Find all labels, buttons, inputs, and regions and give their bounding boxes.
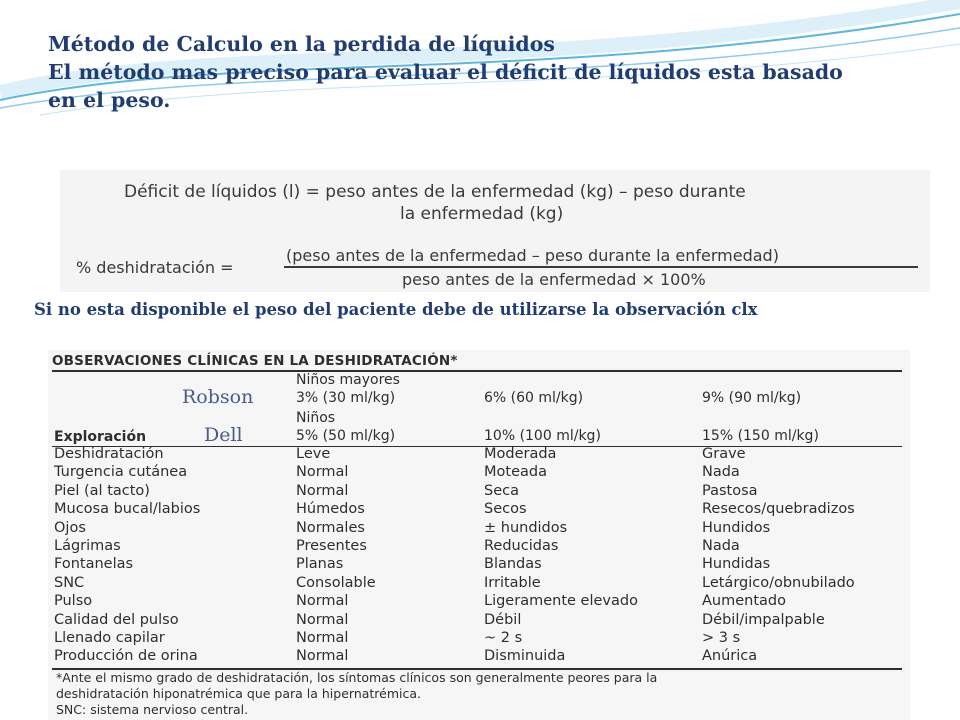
table-cell: Anúrica — [702, 648, 758, 665]
table-cell: Blandas — [484, 556, 542, 573]
table-cell: Piel (al tacto) — [54, 482, 150, 499]
table-cell: Producción de orina — [54, 648, 198, 665]
table-cell: ~ 2 s — [484, 630, 523, 646]
table-cell: Hundidos — [702, 519, 771, 536]
header-kids-1: 5% (50 ml/kg) — [296, 428, 396, 444]
table-cell: Disminuida — [484, 648, 566, 665]
fraction-numerator: (peso antes de la enfermedad – peso durante la enfermedad) — [286, 246, 779, 265]
table-cell: Lágrimas — [54, 538, 121, 554]
table-cell: ± hundidos — [484, 519, 568, 536]
table-cell: Pastosa — [702, 482, 758, 499]
header-kids-3: 15% (150 ml/kg) — [702, 428, 819, 444]
table-cell: Nada — [702, 464, 740, 481]
clinical-table-image — [48, 350, 910, 720]
table-cell: Leve — [296, 446, 331, 462]
title-line-1: Método de Calculo en la perdida de líquidos — [48, 32, 555, 56]
table-cell: Normal — [296, 464, 349, 481]
table-cell: Calidad del pulso — [54, 611, 179, 628]
table-cell: Moderada — [484, 446, 557, 462]
table-row — [48, 630, 910, 648]
table-cell: Pulso — [54, 593, 93, 610]
table-cell: Débil — [484, 611, 522, 628]
table-cell: Deshidratación — [54, 446, 164, 462]
table-row — [48, 446, 910, 464]
table-cell: SNC — [54, 574, 85, 591]
table-cell: Resecos/quebradizos — [702, 501, 855, 518]
table-row — [48, 593, 910, 611]
table-cell: Reducidas — [484, 538, 559, 554]
table-cell: Fontanelas — [54, 556, 134, 573]
slide-title — [48, 30, 928, 114]
title-line-3: en el peso. — [48, 88, 171, 112]
table-cell: Irritable — [484, 574, 541, 591]
table-cell: Normal — [296, 482, 349, 499]
dehydration-pct-label: % deshidratación = — [76, 258, 234, 277]
footnote-line-1: *Ante el mismo grado de deshidratación, los síntomas clínicos son generalmente peores para la — [56, 670, 658, 685]
table-row — [48, 575, 910, 593]
table-cell: Normal — [296, 630, 349, 646]
header-older-label: Niños mayores — [296, 372, 400, 388]
table-cell: Mucosa bucal/labios — [54, 501, 201, 518]
table-cell: Seca — [484, 482, 519, 499]
table-cell: Turgencia cutánea — [54, 464, 188, 481]
table-cell: Normal — [296, 611, 349, 628]
formula-image — [60, 170, 930, 292]
fraction-denominator: peso antes de la enfermedad × 100% — [402, 270, 706, 289]
table-row — [48, 612, 910, 630]
table-cell: Ligeramente elevado — [484, 593, 638, 610]
table-row — [48, 501, 910, 519]
table-cell: Húmedos — [296, 501, 365, 518]
subtitle-note: Si no esta disponible el peso del paciente debe de utilizarse la observación clx — [34, 300, 758, 319]
annotation-robson: Robson — [182, 386, 254, 408]
fraction-line — [284, 266, 918, 268]
table-cell: Consolable — [296, 574, 376, 591]
table-cell: Normal — [296, 593, 349, 610]
header-exploration: Exploración — [54, 429, 147, 445]
table-row — [48, 464, 910, 482]
deficit-formula-line-1: Déficit de líquidos (l) = peso antes de la enfermedad (kg) – peso durante — [124, 182, 746, 202]
deficit-formula-line-2: la enfermedad (kg) — [400, 204, 564, 224]
table-cell: Normal — [296, 648, 349, 665]
header-older-1: 3% (30 ml/kg) — [296, 390, 396, 406]
table-cell: Presentes — [296, 538, 367, 554]
table-title: OBSERVACIONES CLÍNICAS EN LA DESHIDRATACIÓN* — [52, 353, 458, 369]
annotation-dell: Dell — [204, 424, 243, 446]
footnote-line-3: SNC: sistema nervioso central. — [56, 702, 249, 717]
header-older-3: 9% (90 ml/kg) — [702, 390, 802, 406]
table-row — [48, 538, 910, 556]
table-row — [48, 648, 910, 666]
table-row — [48, 520, 910, 538]
table-cell: Grave — [702, 446, 746, 462]
table-cell: Llenado capilar — [54, 630, 165, 646]
footnote-line-2: deshidratación hiponatrémica que para la hipernatrémica. — [56, 686, 422, 701]
header-older-2: 6% (60 ml/kg) — [484, 390, 584, 406]
table-cell: Débil/impalpable — [702, 611, 825, 628]
table-cell: > 3 s — [702, 630, 741, 646]
table-cell: Secos — [484, 501, 527, 518]
table-row — [48, 483, 910, 501]
table-cell: Ojos — [54, 519, 86, 536]
table-row — [48, 556, 910, 574]
table-cell: Planas — [296, 556, 344, 573]
table-cell: Hundidas — [702, 556, 771, 573]
table-cell: Nada — [702, 538, 740, 554]
table-cell: Normales — [296, 519, 365, 536]
table-cell: Letárgico/obnubilado — [702, 574, 855, 591]
table-top-rule — [52, 370, 902, 372]
header-kids-2: 10% (100 ml/kg) — [484, 428, 601, 444]
header-kids-label: Niños — [296, 410, 336, 426]
title-line-2: El método mas preciso para evaluar el déficit de líquidos esta basado — [48, 60, 843, 84]
table-cell: Moteada — [484, 464, 547, 481]
table-cell: Aumentado — [702, 593, 786, 610]
